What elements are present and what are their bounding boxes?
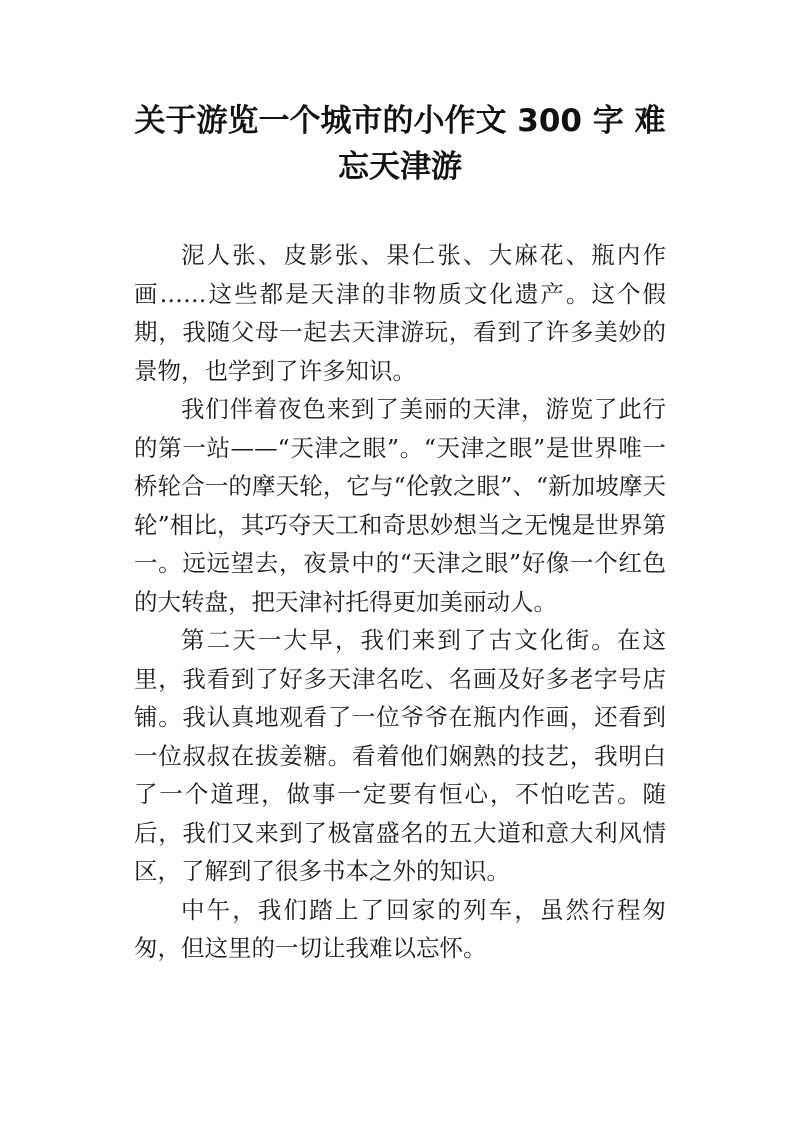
essay-body	[134, 236, 666, 968]
title-line-2: 忘天津游	[338, 149, 462, 185]
paragraph-tianjin-eye: 我们伴着夜色来到了美丽的天津，游览了此行的第一站——“天津之眼”。“天津之眼”是世界唯一桥轮合一的摩天轮，它与“伦敦之眼”、“新加坡摩天轮”相比，其巧夺天工和奇思妙想当之无愧是世界第一。远远望去，夜景中的“天津之眼”好像一个红色的大转盘，把天津衬托得更加美丽动人。	[134, 395, 666, 616]
paragraph-culture-street: 第二天一大早，我们来到了古文化街。在这里，我看到了好多天津名吃、名画及好多老字号店铺。我认真地观看了一位爷爷在瓶内作画，还看到一位叔叔在拔姜糖。看着他们娴熟的技艺，我明白了一个道理，做事一定要有恒心，不怕吃苦。随后，我们又来到了极富盛名的五大道和意大利风情区，了解到了很多书本之外的知识。	[134, 626, 666, 885]
paragraph-intro: 泥人张、皮影张、果仁张、大麻花、瓶内作画……这些都是天津的非物质文化遗产。这个假期，我随父母一起去天津游玩，看到了许多美妙的景物，也学到了许多知识。	[134, 241, 666, 385]
paragraph-conclusion: 中午，我们踏上了回家的列车，虽然行程匆匆，但这里的一切让我难以忘怀。	[134, 895, 666, 962]
document-title	[120, 98, 680, 190]
title-line-1: 关于游览一个城市的小作文 300 字 难	[134, 103, 666, 139]
